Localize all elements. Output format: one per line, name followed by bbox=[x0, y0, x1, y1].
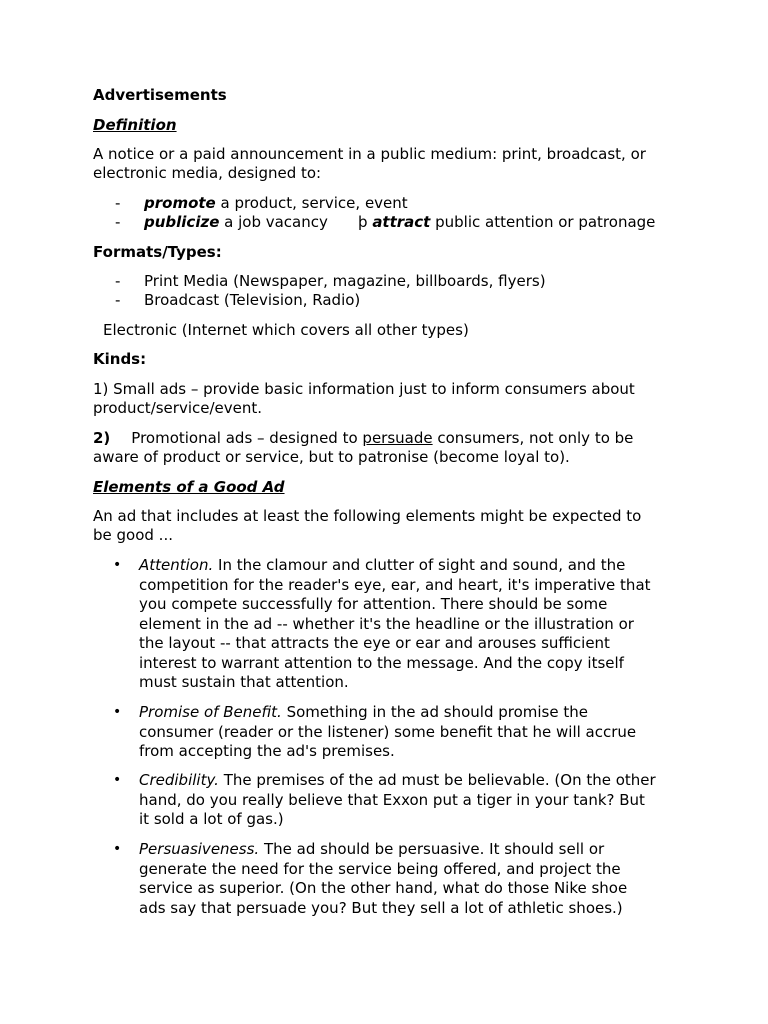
element-text: Something in the ad should promise the bbox=[281, 703, 588, 721]
kind-promotional-ads-line-1 bbox=[93, 429, 633, 448]
list-dash: - bbox=[115, 213, 121, 231]
persuade-underlined: persuade bbox=[362, 429, 433, 447]
element-credibility-line-2: hand, do you really believe that Exxon put a tiger in your tank? But bbox=[139, 790, 645, 809]
element-text: The ad should be persuasive. It should sell or bbox=[259, 840, 605, 858]
element-term: Credibility. bbox=[139, 771, 219, 789]
definition-text-line-1: A notice or a paid announcement in a public medium: print, broadcast, or bbox=[93, 145, 646, 163]
element-term: Attention. bbox=[139, 556, 214, 574]
element-term: Promise of Benefit. bbox=[139, 703, 282, 721]
keyword-attract: attract bbox=[372, 213, 431, 231]
element-text: The premises of the ad must be believable. (On the other bbox=[218, 771, 656, 789]
thorn-symbol: þ bbox=[358, 213, 368, 231]
elements-heading: Elements of a Good Ad bbox=[93, 478, 285, 496]
item-text: public attention or patronage bbox=[430, 213, 656, 231]
kind-text: Promotional ads – designed to bbox=[131, 429, 363, 447]
bullet-marker: • bbox=[113, 772, 122, 788]
element-persuasiveness-line-1 bbox=[139, 840, 604, 860]
definition-text-line-2: electronic media, designed to: bbox=[93, 164, 322, 182]
element-attention-line-1 bbox=[139, 556, 625, 576]
definition-item-promote bbox=[144, 194, 408, 213]
element-attention-line-7: must sustain that attention. bbox=[139, 673, 349, 691]
kind-promotional-ads-line-2: aware of product or service, but to patronise (become loyal to). bbox=[93, 448, 570, 466]
element-attention-line-6: interest to warrant attention to the message. And the copy itself bbox=[139, 653, 624, 672]
element-credibility-line-1 bbox=[139, 771, 656, 791]
keyword-publicize: publicize bbox=[144, 213, 220, 231]
kind-small-ads-line-1: 1) Small ads – provide basic information just to inform consumers about bbox=[93, 380, 635, 398]
element-benefit-line-1 bbox=[139, 703, 588, 723]
element-attention-line-5: the layout -- that attracts the eye or ear and arouses sufficient bbox=[139, 634, 610, 652]
format-item-print: Print Media (Newspaper, magazine, billboards, flyers) bbox=[144, 272, 546, 290]
element-credibility-line-3: it sold a lot of gas.) bbox=[139, 810, 284, 828]
bullet-marker: • bbox=[113, 841, 122, 857]
item-text: a product, service, event bbox=[215, 194, 408, 212]
kind-small-ads-line-2: product/service/event. bbox=[93, 399, 263, 417]
element-attention-line-3: you compete successfully for attention. There should be some bbox=[139, 595, 608, 613]
kind-number: 2) bbox=[93, 429, 111, 447]
kind-text: consumers, not only to be bbox=[432, 429, 634, 447]
page-title: Advertisements bbox=[93, 86, 227, 104]
element-term: Persuasiveness. bbox=[139, 840, 260, 858]
definition-heading: Definition bbox=[93, 116, 177, 134]
format-item-electronic: Electronic (Internet which covers all other types) bbox=[103, 321, 469, 339]
element-benefit-line-3: from accepting the ad's premises. bbox=[139, 742, 395, 760]
bullet-marker: • bbox=[113, 557, 122, 573]
definition-item-attract bbox=[358, 213, 655, 232]
format-item-broadcast: Broadcast (Television, Radio) bbox=[144, 291, 361, 309]
definition-item-publicize bbox=[144, 213, 328, 232]
list-dash: - bbox=[115, 272, 121, 290]
elements-intro-line-2: be good ... bbox=[93, 526, 173, 544]
item-text: a job vacancy bbox=[219, 213, 328, 231]
element-attention-line-4: element in the ad -- whether it's the headline or the illustration or bbox=[139, 614, 634, 633]
formats-heading: Formats/Types: bbox=[93, 243, 222, 261]
bullet-marker: • bbox=[113, 704, 122, 720]
elements-intro-line-1: An ad that includes at least the following elements might be expected to bbox=[93, 507, 642, 525]
list-dash: - bbox=[115, 194, 121, 212]
element-persuasiveness-line-2: generate the need for the service being offered, and project the bbox=[139, 859, 621, 878]
kinds-heading: Kinds: bbox=[93, 350, 147, 368]
element-benefit-line-2: consumer (reader or the listener) some benefit that he will accrue bbox=[139, 722, 637, 741]
element-persuasiveness-line-3: service as superior. (On the other hand, what do those Nike shoe bbox=[139, 879, 628, 897]
element-attention-line-2: competition for the reader's eye, ear, and heart, it's imperative that bbox=[139, 575, 651, 594]
element-persuasiveness-line-4: ads say that persuade you? But they sell a lot of athletic shoes.) bbox=[139, 898, 623, 917]
keyword-promote: promote bbox=[144, 194, 216, 212]
element-text: In the clamour and clutter of sight and sound, and the bbox=[213, 556, 626, 574]
list-dash: - bbox=[115, 291, 121, 309]
